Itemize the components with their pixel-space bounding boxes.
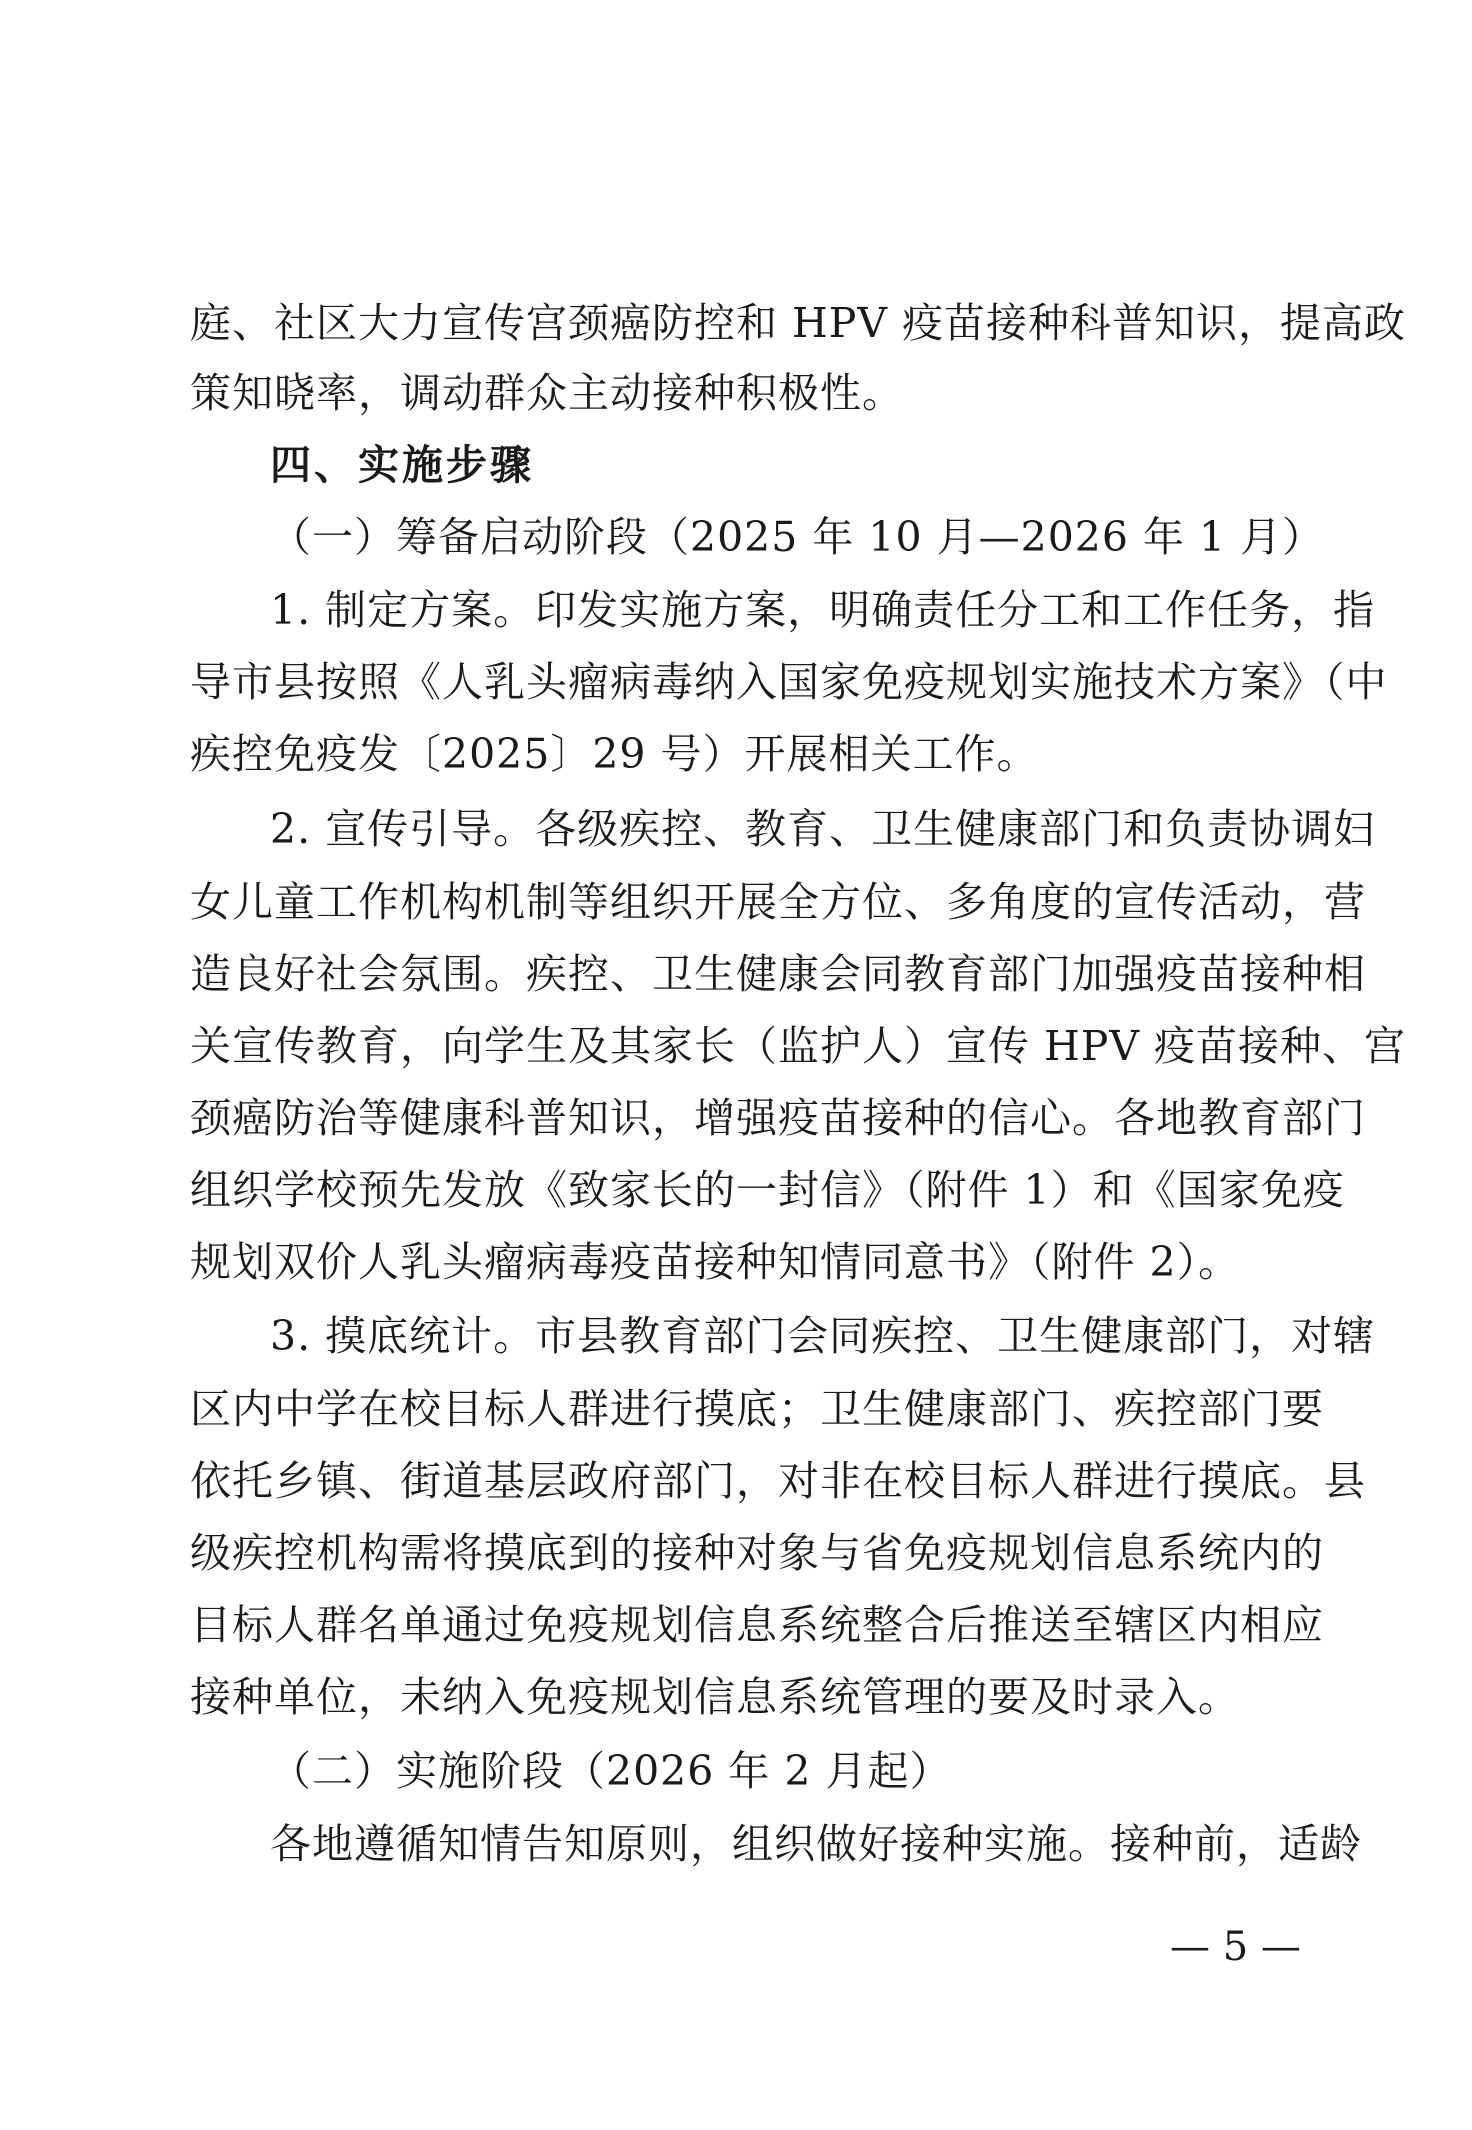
body-text-line: 级疾控机构需将摸底到的接种对象与省免疫规划信息系统内的 (190, 1529, 1324, 1577)
body-text-line: 关宣传教育，向学生及其家长（监护人）宣传 HPV 疫苗接种、宫 (190, 1022, 1407, 1070)
body-text-line: 规划双价人乳头瘤病毒疫苗接种知情同意书》（附件 2）。 (190, 1238, 1241, 1286)
subsection-heading: （二）实施阶段（2026 年 2 月起） (270, 1747, 952, 1795)
body-text-line: 1. 制定方案。印发实施方案，明确责任分工和工作任务，指 (270, 586, 1376, 634)
section-heading: 四、实施步骤 (270, 441, 534, 489)
subsection-heading: （一）筹备启动阶段（2025 年 10 月—2026 年 1 月） (270, 513, 1325, 561)
body-text-line: 接种单位，未纳入免疫规划信息系统管理的要及时录入。 (190, 1673, 1240, 1721)
body-text-line: 2. 宣传引导。各级疾控、教育、卫生健康部门和负责协调妇 (270, 805, 1376, 853)
body-text-line: 导市县按照《人乳头瘤病毒纳入国家免疫规划实施技术方案》（中 (190, 658, 1388, 706)
body-text-line: 依托乡镇、街道基层政府部门，对非在校目标人群进行摸底。县 (190, 1457, 1366, 1505)
body-text-line: 3. 摸底统计。市县教育部门会同疾控、卫生健康部门，对辖 (270, 1312, 1376, 1360)
page-number: — 5 — (1170, 1924, 1301, 1970)
body-text-line: 区内中学在校目标人群进行摸底；卫生健康部门、疾控部门要 (190, 1385, 1324, 1433)
body-text-line: 组织学校预先发放《致家长的一封信》（附件 1）和《国家免疫 (190, 1166, 1345, 1214)
body-text-line: 颈癌防治等健康科普知识，增强疫苗接种的信心。各地教育部门 (190, 1094, 1366, 1142)
body-text-line: 女儿童工作机构机制等组织开展全方位、多角度的宣传活动，营 (190, 878, 1366, 926)
body-text-line: 疾控免疫发〔2025〕29 号）开展相关工作。 (190, 730, 1039, 778)
body-text-line: 庭、社区大力宣传宫颈癌防控和 HPV 疫苗接种科普知识，提高政 (190, 299, 1407, 347)
body-text-line: 造良好社会氛围。疾控、卫生健康会同教育部门加强疫苗接种相 (190, 950, 1366, 998)
body-text-line: 策知晓率，调动群众主动接种积极性。 (190, 369, 904, 417)
body-text-line: 各地遵循知情告知原则，组织做好接种实施。接种前，适龄 (270, 1820, 1362, 1868)
body-text-line: 目标人群名单通过免疫规划信息系统整合后推送至辖区内相应 (190, 1601, 1324, 1649)
